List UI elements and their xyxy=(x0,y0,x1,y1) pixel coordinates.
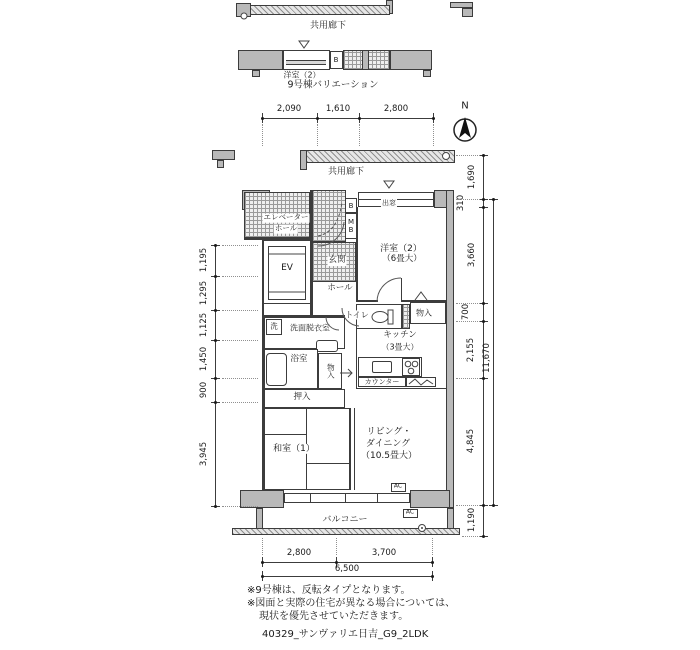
living-label-2: ダイニング xyxy=(365,438,411,449)
dim-extension xyxy=(336,538,337,555)
yoshitsu2-label: 洋室（2） xyxy=(380,243,422,254)
window-mullion xyxy=(310,493,311,503)
dim-extension xyxy=(222,276,258,277)
dim-bottom-total: 6,500 xyxy=(334,564,360,574)
level-marker-icon xyxy=(384,181,394,188)
kitchen-left-wall xyxy=(356,329,357,388)
sliding-door-2 xyxy=(354,408,355,490)
toilet-label: トイレ xyxy=(345,310,369,320)
washer-label: 洗 xyxy=(270,321,278,331)
tatami-line-h2 xyxy=(306,463,350,464)
dim-extension xyxy=(222,340,258,341)
variation-hatch-divider xyxy=(362,50,369,70)
dim-left-5: 900 xyxy=(199,381,209,399)
dim-dot xyxy=(261,561,264,564)
right-outer-wall xyxy=(446,190,454,508)
window-mullion xyxy=(377,493,378,503)
dim-left-1: 1,195 xyxy=(199,247,209,273)
dim-dot xyxy=(482,302,485,305)
dim-dot xyxy=(214,244,217,247)
living-label-3: （10.5畳大） xyxy=(360,450,418,461)
dim-dot xyxy=(214,377,217,380)
dim-bottom-1: 2,800 xyxy=(286,548,312,558)
ac-label-1: AC xyxy=(393,482,403,490)
dim-extension xyxy=(262,124,263,146)
storage-small-label: 物入 xyxy=(326,363,336,379)
dim-extension xyxy=(317,124,318,146)
dim-extension xyxy=(262,538,263,555)
dim-right-seg-2: 3,660 xyxy=(467,242,477,268)
living-label-1: リビング・ xyxy=(366,426,412,437)
washroom-label: 洗面脱衣室 xyxy=(290,323,330,333)
compass-needle-icon xyxy=(459,117,471,138)
counter-label: カウンター xyxy=(364,377,400,386)
dim-dot xyxy=(316,117,319,120)
dim-right-seg-5: 4,845 xyxy=(466,428,476,454)
dim-extension xyxy=(222,402,258,403)
dim-bottom-total-line xyxy=(262,576,432,577)
corridor-left-fragment xyxy=(212,150,235,160)
corridor-left-fragment-foot xyxy=(217,160,224,168)
dim-top-2: 1,610 xyxy=(325,104,351,114)
yoshitsu2-size-label: （6畳大） xyxy=(382,254,422,265)
dim-extension xyxy=(456,199,480,200)
variation-wall-right-foot xyxy=(423,70,431,77)
dim-dot xyxy=(431,561,434,564)
dim-dot xyxy=(482,535,485,538)
compass-circle xyxy=(454,119,476,141)
b-label: B xyxy=(348,201,354,210)
dim-dot xyxy=(482,320,485,323)
dim-extension xyxy=(222,506,258,507)
dim-dot xyxy=(492,504,495,507)
dim-top-3: 2,800 xyxy=(383,104,409,114)
dim-dot xyxy=(214,505,217,508)
bathroom-label: 浴室 xyxy=(290,354,308,365)
balcony-rail xyxy=(232,528,460,535)
dim-dot xyxy=(261,575,264,578)
ac-label-2: AC xyxy=(405,508,415,516)
mb-label: MB xyxy=(347,217,355,234)
variation-corridor-right-piece2 xyxy=(462,8,473,17)
dim-right-total-line xyxy=(493,199,494,505)
dim-extension xyxy=(462,536,480,537)
dim-extension xyxy=(456,321,480,322)
kitchen-label: キッチン xyxy=(383,330,417,341)
wash-basin xyxy=(316,340,338,352)
dim-dot xyxy=(214,401,217,404)
ev-label: EV xyxy=(281,262,293,273)
dim-extension xyxy=(456,505,480,506)
variation-corridor-label: 共用廊下 xyxy=(309,20,347,31)
door-arc-yoshitsu2 xyxy=(377,278,401,302)
balcony-label: バルコニー xyxy=(322,514,368,525)
bathtub xyxy=(266,353,287,386)
sliding-door-1 xyxy=(350,408,351,490)
dim-top-1: 2,090 xyxy=(276,104,302,114)
variation-caption: 9号棟バリエーション xyxy=(287,79,379,91)
dim-dot xyxy=(432,117,435,120)
main-corridor-bar xyxy=(300,150,455,163)
dim-bottom-line xyxy=(262,562,432,563)
dim-dot xyxy=(214,339,217,342)
variation-wall-left xyxy=(238,50,283,70)
stair-tile xyxy=(312,190,346,242)
yoshitsu2-bottom-wall-a xyxy=(356,300,378,302)
dim-right-seg-1: 310 xyxy=(456,194,466,212)
dim-extension xyxy=(222,378,258,379)
fridge-space xyxy=(406,377,436,387)
dim-right-seg-4: 2,155 xyxy=(466,337,476,363)
dim-dot xyxy=(261,117,264,120)
dim-extension xyxy=(433,124,434,146)
dim-dot xyxy=(482,154,485,157)
window-mullion xyxy=(345,493,346,503)
bay-window-label: 出窓 xyxy=(382,198,396,207)
dim-right-total: 11,670 xyxy=(482,343,492,373)
elevator-hall-label-1: エレベーター xyxy=(263,212,309,222)
dim-left-3: 1,125 xyxy=(199,312,209,338)
washitsu-label: 和室（1） xyxy=(273,443,315,454)
oshiire-label: 押入 xyxy=(293,392,311,403)
kitchen-size-label: （3畳大） xyxy=(381,342,419,352)
note-line-3: 現状を優先させていただきます。 xyxy=(259,611,409,622)
level-marker-icon xyxy=(299,41,309,48)
variation-room-label: 洋室（2） xyxy=(283,70,321,80)
note-line-2: ※図面と実際の住宅が異なる場合については、 xyxy=(247,598,456,609)
closet-pole-icon xyxy=(415,292,427,300)
dim-dot xyxy=(482,198,485,201)
dim-left-line xyxy=(215,245,216,506)
dim-dot xyxy=(431,575,434,578)
variation-wall-left-foot xyxy=(252,70,260,77)
dim-extension xyxy=(432,538,433,555)
elevator-hall-label-2: ホール xyxy=(274,223,298,233)
duct-shaft xyxy=(402,304,410,329)
dim-left-6: 3,945 xyxy=(199,441,209,467)
dim-extension xyxy=(456,155,480,156)
dim-extension xyxy=(359,124,360,146)
tatami-line-h1 xyxy=(264,434,306,435)
dim-dot xyxy=(358,117,361,120)
dim-right-above: 1,690 xyxy=(467,164,477,190)
genkan-label: 玄関 xyxy=(328,255,346,266)
storage-top-label: 物入 xyxy=(416,308,432,318)
dim-dot xyxy=(214,309,217,312)
main-corridor-label: 共用廊下 xyxy=(327,166,365,177)
dim-dot xyxy=(214,275,217,278)
hall-label: ホール xyxy=(327,283,353,294)
compass-north-label: N xyxy=(461,100,469,112)
dim-extension xyxy=(222,310,258,311)
dim-dot xyxy=(482,504,485,507)
dim-dot xyxy=(482,206,485,209)
dim-extension xyxy=(456,378,480,379)
dim-left-4: 1,450 xyxy=(199,346,209,372)
variation-window-sill xyxy=(286,60,326,65)
yoshitsu2-left-wall xyxy=(356,207,358,302)
variation-wall-right xyxy=(390,50,432,70)
dim-dot xyxy=(492,198,495,201)
main-corridor-left-stub xyxy=(300,150,307,170)
dim-right-below: 1,190 xyxy=(467,507,477,533)
kitchen-stove xyxy=(402,358,420,376)
dim-extension xyxy=(222,245,258,246)
dim-extension xyxy=(456,303,480,304)
kitchen-living-wall xyxy=(356,388,446,389)
note-line-1: ※9号棟は、反転タイプとなります。 xyxy=(247,585,411,596)
drawing-code: 40329_サンヴァリエ日吉_G9_2LDK xyxy=(262,629,429,640)
dim-top-line xyxy=(262,118,433,119)
bottom-right-wall-block xyxy=(410,490,450,508)
variation-b-label: B xyxy=(333,55,339,64)
variation-corridor-left-end xyxy=(236,3,251,17)
yoshitsu2-door-leaf xyxy=(401,278,402,302)
kitchen-sink xyxy=(372,361,392,373)
dim-dot xyxy=(482,377,485,380)
variation-corridor-bar xyxy=(238,5,390,15)
bottom-windows xyxy=(284,493,410,503)
dim-bottom-2: 3,700 xyxy=(371,548,397,558)
dim-right-seg-3: 700 xyxy=(461,303,471,321)
dim-left-2: 1,295 xyxy=(199,280,209,306)
